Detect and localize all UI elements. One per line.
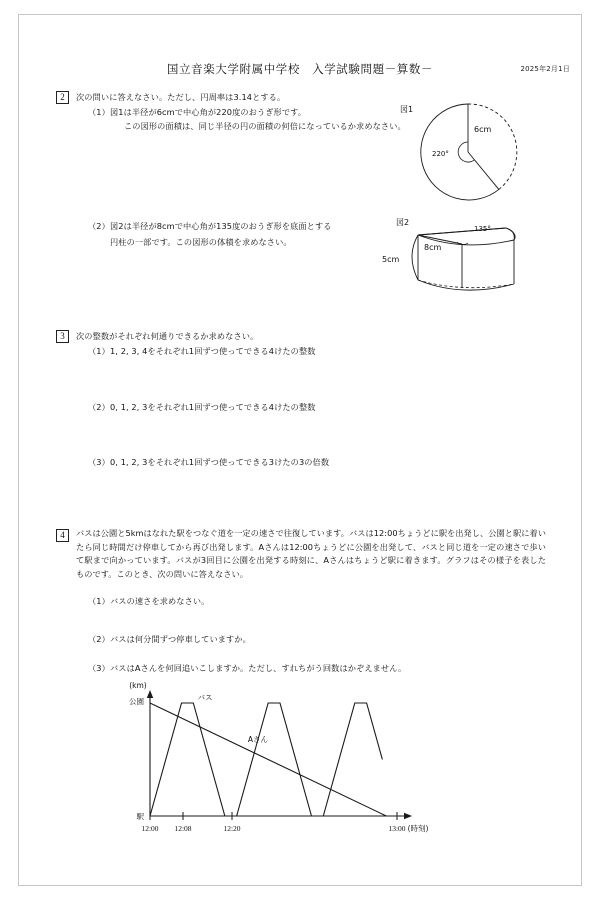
problem-2-item-2-line-2: 円柱の一部です。この図形の体積を求めなさい。	[110, 237, 292, 247]
figure-1	[410, 100, 560, 210]
figure-2-radius-label: 8cm	[424, 243, 442, 252]
problem-3-item-1-line-1: 1, 2, 3, 4をそれぞれ1回ずつ使ってできる4けたの整数	[110, 346, 316, 356]
problem-3-stem: 次の整数がそれぞれ何通りできるか求めなさい。	[76, 331, 259, 341]
problem-3-item-3-label: （3）	[88, 457, 110, 467]
graph-y-bottom-label: 駅	[136, 812, 144, 821]
figure-2	[382, 222, 556, 302]
graph-x-tick-label-0: 12:00	[141, 824, 159, 833]
page-title: 国立音楽大学附属中学校 入学試験問題－算数－	[166, 62, 434, 76]
graph-x-tick-label-3: 13:00	[388, 824, 406, 833]
problem-4-graph	[110, 676, 440, 846]
graph-series-person	[150, 703, 386, 816]
problem-2-item-2-label: （2）	[88, 221, 110, 231]
graph-series-label-bus: バス	[197, 693, 213, 702]
figure-2-angle-label: 135°	[474, 225, 491, 233]
problem-4-paragraph: バスは公園と5kmはなれた駅をつなぐ道を一定の速さで往復しています。バスは12:00ちょうどに駅を出発し、公園と駅に着いたら同じ時間だけ停車してから再び出発します。Aさんは12:00ちょうどに公園を出発して、バスと同じ道を一定の速さで歩いて駅まで向かっています。バスが3回目に公園を出発する時刻に、Aさんはちょうど駅に着きます。グラフはその様子を表したものです。このとき、次の問いに答えなさい。	[76, 528, 546, 579]
problem-number-3: 3	[56, 330, 69, 343]
exam-date: 2025年2月1日	[520, 65, 570, 73]
graph-x-tick-label-2: 12:20	[223, 824, 241, 833]
problem-3-item-2-line-1: 0, 1, 2, 3をそれぞれ1回ずつ使ってできる4けたの整数	[110, 402, 316, 412]
problem-2-item-1-label: （1）	[88, 107, 110, 117]
problem-3-item-3-line-1: 0, 1, 2, 3をそれぞれ1回ずつ使ってできる3けたの3の倍数	[110, 457, 330, 467]
problem-4-item-3-line-1: バスはAさんを何回追いこしますか。ただし、すれちがう回数はかぞえません。	[110, 663, 407, 673]
problem-2-stem: 次の問いに答えなさい。ただし、円周率は3.14とする。	[76, 92, 286, 102]
graph-x-axis-label: (時刻)	[407, 824, 429, 833]
problem-4-item-1-label: （1）	[88, 596, 110, 606]
problem-3-item-1-label: （1）	[88, 346, 110, 356]
problem-4-item-2-line-1: バスは何分間ずつ停車していますか。	[110, 634, 251, 644]
graph-x-axis-arrow	[404, 813, 412, 819]
problem-number-4: 4	[56, 529, 69, 542]
problem-4-item-1-line-1: バスの速さを求めなさい。	[110, 596, 210, 606]
graph-y-axis-arrow	[147, 690, 153, 698]
problem-2-item-2-line-1: 図2は半径が8cmで中心角が135度のおうぎ形を底面とする	[110, 221, 332, 231]
figure-2-caption: 図2	[396, 218, 410, 227]
problem-3-item-2-label: （2）	[88, 402, 110, 412]
figure-2-height-label: 5cm	[382, 255, 400, 264]
page-header	[0, 60, 600, 78]
graph-series-label-person: Aさん	[247, 735, 269, 744]
problem-4-item-2-label: （2）	[88, 634, 110, 644]
problem-2-item-1-line-1: 図1は半径が6cmで中心角が220度のおうぎ形です。	[110, 107, 307, 117]
figure-1-radius-label: 6cm	[474, 125, 492, 134]
graph-x-tick-label-1: 12:08	[174, 824, 192, 833]
problem-4-item-3-label: （3）	[88, 663, 110, 673]
graph-y-unit-label: (km)	[129, 681, 147, 690]
problem-2-item-1-line-2: この図形の面積は、同じ半径の円の面積の何倍になっているか求めなさい。	[124, 121, 406, 131]
problem-number-2: 2	[56, 91, 69, 104]
figure-1-caption: 図1	[400, 105, 414, 114]
graph-y-top-label: 公園	[129, 697, 144, 706]
figure-1-angle-label: 220°	[432, 150, 449, 158]
